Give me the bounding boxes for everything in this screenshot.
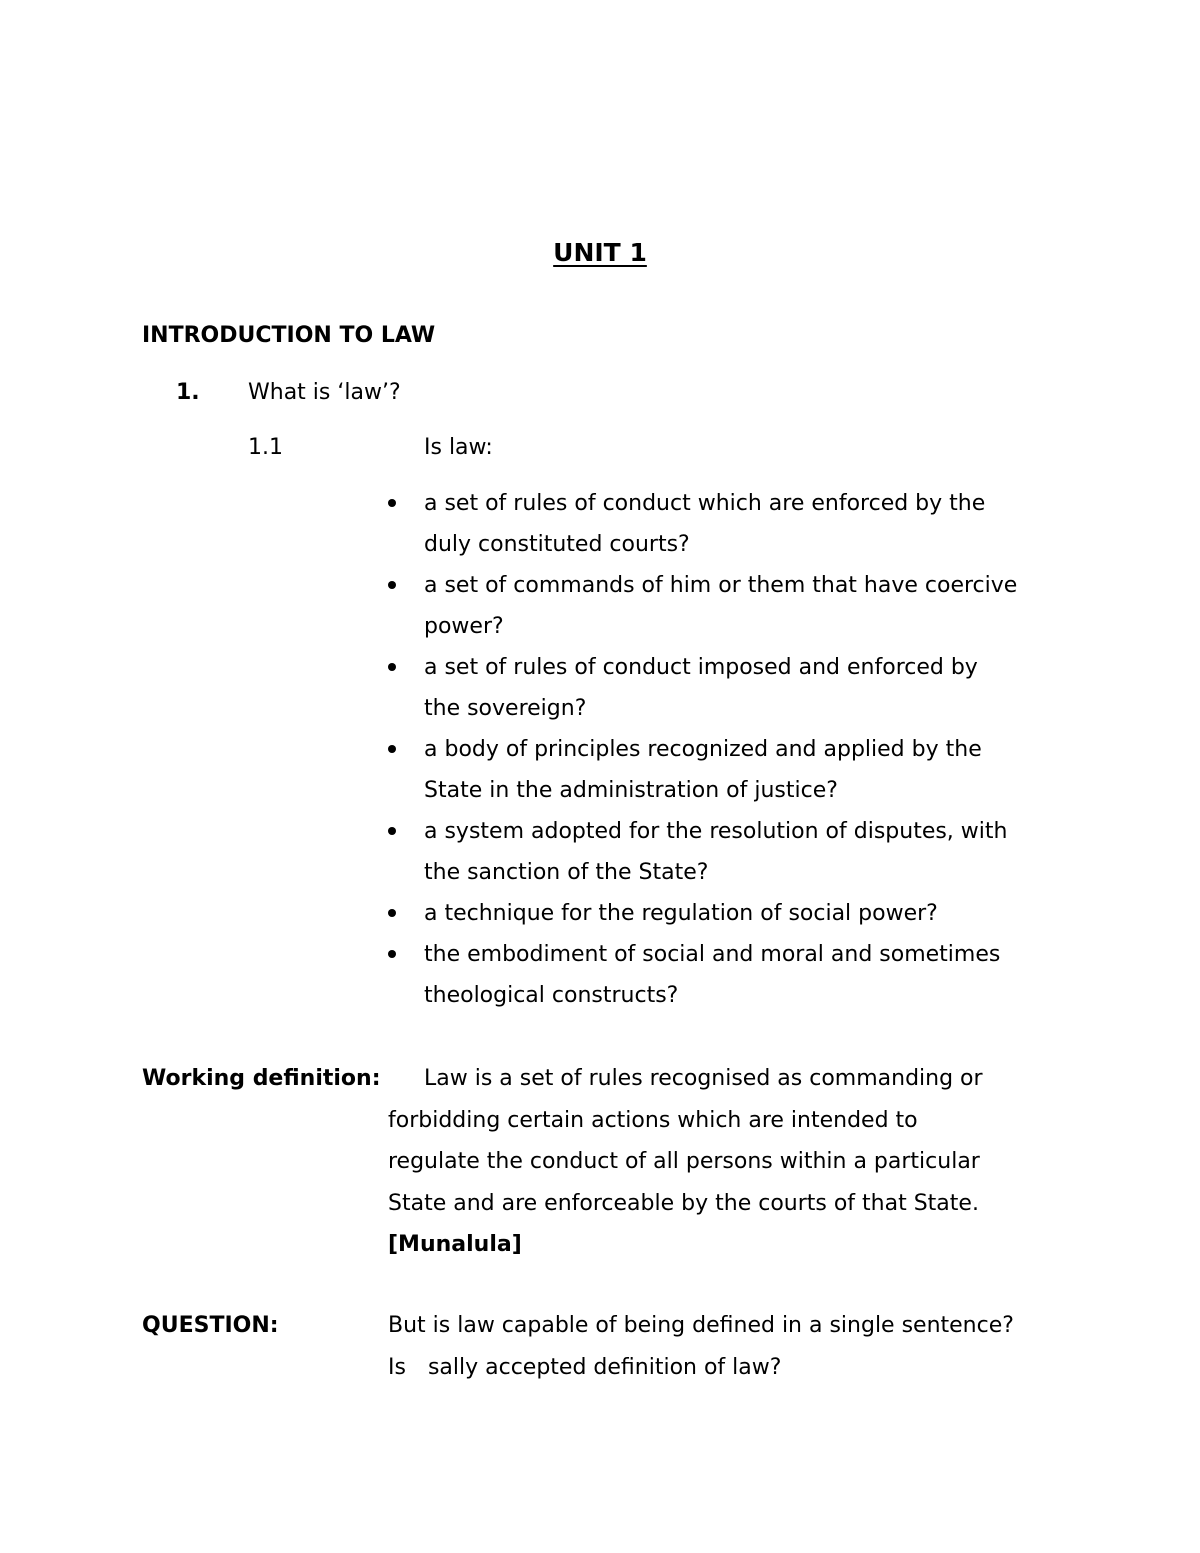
list-item-line: a set of rules of conduct imposed and enforced by bbox=[424, 655, 978, 680]
list-item-line: a set of commands of him or them that have coercive bbox=[424, 573, 1018, 598]
bullet-icon bbox=[388, 581, 396, 589]
definition-line: Law is a set of rules recognised as commanding or bbox=[424, 1066, 983, 1091]
list-item-line: the sovereign? bbox=[424, 696, 587, 721]
bullet-icon bbox=[388, 663, 396, 671]
list-item-line: a system adopted for the resolution of disputes, with bbox=[424, 819, 1008, 844]
list-item bbox=[385, 729, 1085, 811]
working-definition-text bbox=[388, 1058, 1108, 1266]
list-item-line: the sanction of the State? bbox=[424, 860, 709, 885]
bullet-icon bbox=[388, 499, 396, 507]
question-number: 1. bbox=[176, 380, 200, 405]
question-body bbox=[388, 1305, 1014, 1388]
bullet-icon bbox=[388, 745, 396, 753]
list-item-line: duly constituted courts? bbox=[424, 532, 690, 557]
bullet-list bbox=[385, 483, 1085, 1016]
list-item-line: a technique for the regulation of social power? bbox=[424, 901, 938, 926]
definition-citation: [Munalula] bbox=[388, 1232, 522, 1257]
list-item-line: a body of principles recognized and applied by the bbox=[424, 737, 982, 762]
list-item-line: theological constructs? bbox=[424, 983, 679, 1008]
subsection-number: 1.1 bbox=[248, 435, 283, 460]
bullet-icon bbox=[388, 827, 396, 835]
list-item bbox=[385, 483, 1085, 565]
definition-line: regulate the conduct of all persons within a particular bbox=[388, 1149, 980, 1174]
list-item bbox=[385, 811, 1085, 893]
list-item-line: power? bbox=[424, 614, 504, 639]
question-text: What is ‘law’? bbox=[248, 380, 401, 405]
list-item-line: State in the administration of justice? bbox=[424, 778, 838, 803]
list-item bbox=[385, 565, 1085, 647]
question-label: QUESTION: bbox=[142, 1313, 279, 1338]
list-item bbox=[385, 934, 1085, 1016]
question-line-2 bbox=[388, 1347, 1014, 1389]
working-definition-label: Working definition: bbox=[142, 1066, 381, 1091]
question-line: But is law capable of being defined in a single sentence? bbox=[388, 1313, 1014, 1338]
definition-line: forbidding certain actions which are intended to bbox=[388, 1107, 918, 1133]
bullet-icon bbox=[388, 950, 396, 958]
list-item bbox=[385, 647, 1085, 729]
unit-title: UNIT 1 bbox=[553, 238, 647, 267]
subsection-text: Is law: bbox=[424, 435, 493, 460]
section-heading: INTRODUCTION TO LAW bbox=[142, 323, 436, 348]
question-line-start: Is bbox=[388, 1354, 406, 1380]
bullet-icon bbox=[388, 909, 396, 917]
list-item-line: the embodiment of social and moral and sometimes bbox=[424, 942, 1001, 967]
list-item bbox=[385, 893, 1085, 934]
question-line-end: sally accepted definition of law? bbox=[427, 1354, 782, 1380]
definition-line: State and are enforceable by the courts of that State. bbox=[388, 1190, 979, 1216]
list-item-line: a set of rules of conduct which are enforced by the bbox=[424, 491, 986, 516]
